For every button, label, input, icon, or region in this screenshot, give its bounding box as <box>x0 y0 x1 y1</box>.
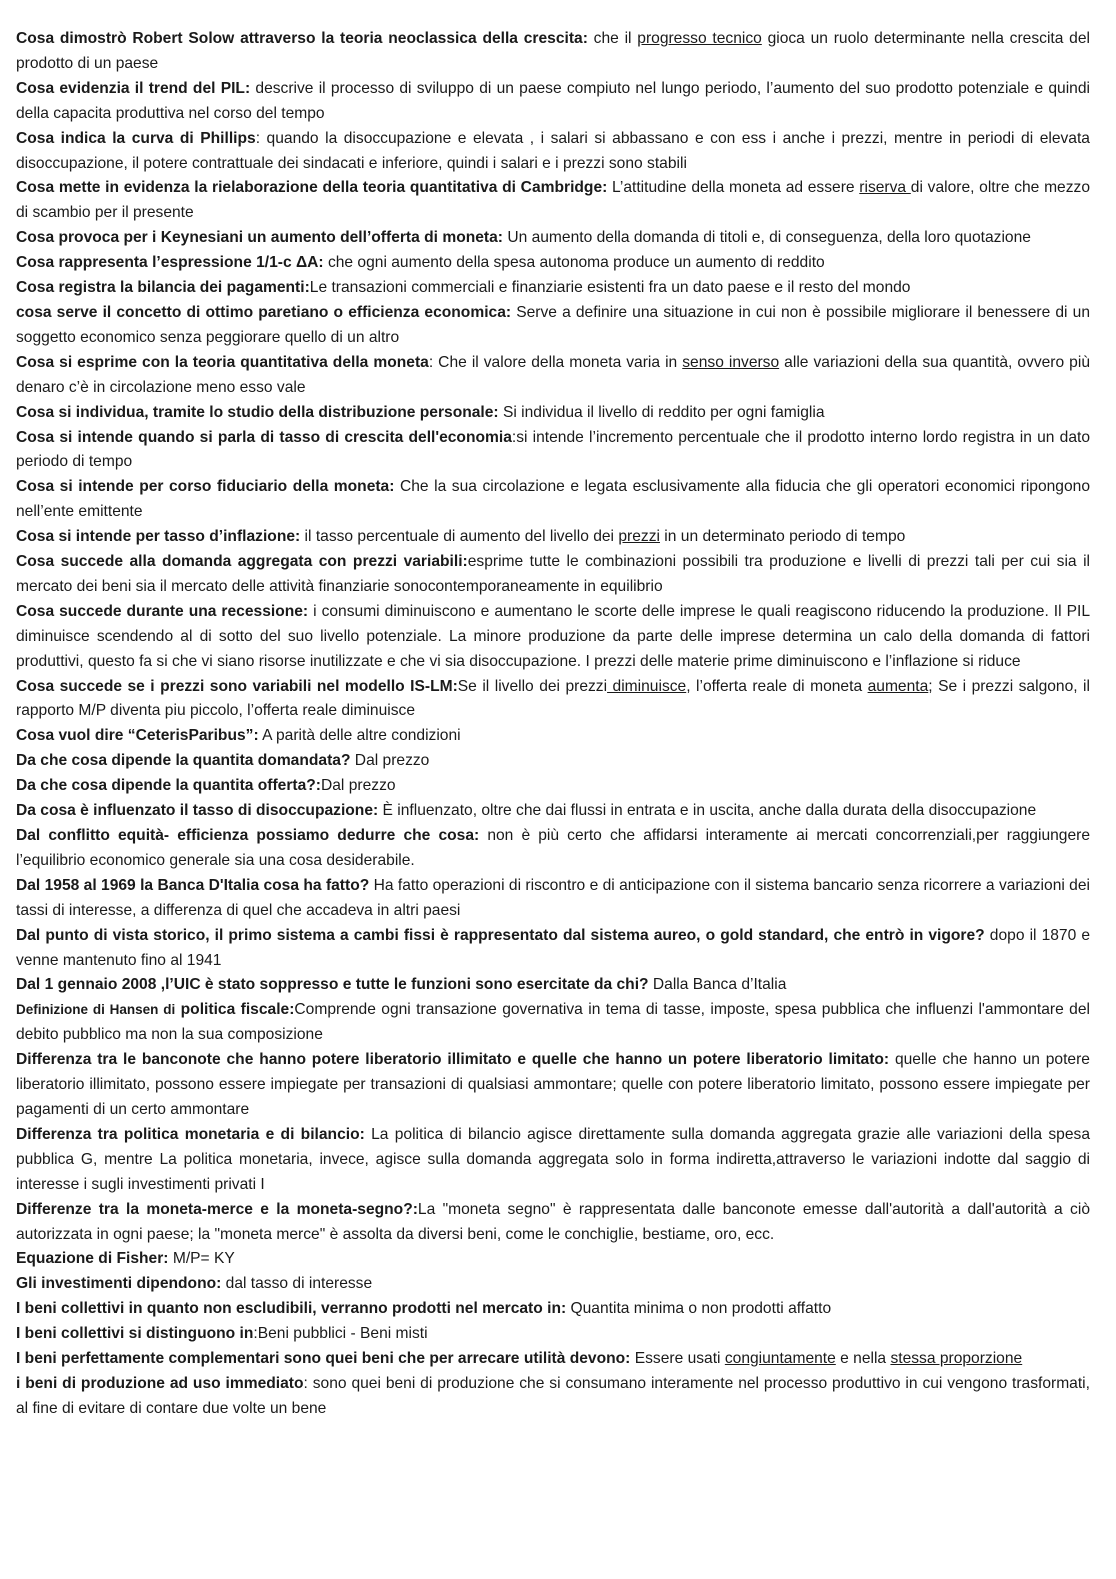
answer-text: che ogni aumento della spesa autonoma produce un aumento di reddito <box>323 254 825 272</box>
answer-text: È influenzato, oltre che dai flussi in entrata e in uscita, anche dalla durata della disoccupazione <box>378 802 1037 820</box>
answer-text: Dal prezzo <box>350 752 430 770</box>
qa-entry <box>16 276 1090 301</box>
question-text: Cosa si individua, tramite lo studio della distribuzione personale: <box>16 403 499 421</box>
question-text: I beni collettivi si distinguono in <box>16 1325 254 1343</box>
qa-entry <box>16 401 1090 426</box>
qa-entry <box>16 550 1090 600</box>
answer-text: Ha fatto operazioni di riscontro e di anticipazione con il sistema bancario senza ricorrere a variazioni dei tassi di interesse, a differenza di quel che accadeva in altri paesi <box>16 876 1090 919</box>
underlined-answer-text: prezzi <box>618 528 660 546</box>
answer-text: Dalla Banca d’Italia <box>648 976 787 994</box>
question-text: Da che cosa dipende la quantita offerta?: <box>16 777 321 795</box>
qa-entry <box>16 1048 1090 1123</box>
qa-entry <box>16 226 1090 251</box>
qa-entry <box>16 77 1090 127</box>
qa-entry <box>16 251 1090 276</box>
question-text: Cosa mette in evidenza la rielaborazione della teoria quantitativa di Cambridge: <box>16 179 608 197</box>
question-text: Gli investimenti dipendono: <box>16 1275 222 1293</box>
answer-text: A parità delle altre condizioni <box>258 727 461 745</box>
question-text: Differenze tra la moneta-merce e la moneta-segno?: <box>16 1200 418 1218</box>
answer-text: e nella <box>835 1350 891 1368</box>
question-text: I beni collettivi in quanto non escludibili, verranno prodotti nel mercato in: <box>16 1300 567 1318</box>
answer-text: La politica di bilancio agisce direttamente sulla domanda aggregata grazie alle variazioni della spesa pubblica G, mentre La politica monetaria, invece, agisce sulla domanda aggregata solo in forma indiretta,attraverso le variazioni indotte dal saggio di interesse i sugli investimenti privati I <box>16 1125 1090 1193</box>
question-text: I beni perfettamente complementari sono quei beni che per arrecare utilità devono: <box>16 1350 631 1368</box>
answer-text: alle variazioni della sua quantità, ovvero più denaro c’è in circolazione meno esso vale <box>16 353 1090 396</box>
question-text: Cosa rappresenta l’espressione 1/1-c ΔA: <box>16 254 324 272</box>
qa-entry <box>16 799 1090 824</box>
question-text: Cosa succede se i prezzi sono variabili nel modello IS-LM: <box>16 677 458 695</box>
underlined-answer-text: aumenta <box>867 677 929 695</box>
answer-text: Dal prezzo <box>321 777 396 795</box>
question-text: i beni di produzione ad uso immediato <box>16 1374 304 1392</box>
question-text: Cosa registra la bilancia dei pagamenti: <box>16 279 310 297</box>
answer-text: L’attitudine della moneta ad essere <box>607 179 860 197</box>
underlined-answer-text: progresso tecnico <box>637 30 762 47</box>
qa-entry <box>16 774 1090 799</box>
answer-text: : quando la disoccupazione e elevata , i salari si abbassano e con ess i anche i prezzi, mentre in periodi di elevata disoccupazione, il potere contrattuale dei sindacati e inferiore, quindi i salari e i prezzi sono stabili <box>16 129 1090 172</box>
question-text: Dal punto di vista storico, il primo sistema a cambi fissi è rappresentato dal sistema aureo, o gold standard, che entrò in vigore? <box>16 926 985 944</box>
qa-entry <box>16 824 1090 874</box>
question-text: Cosa succede alla domanda aggregata con prezzi variabili: <box>16 553 468 571</box>
question-text: Dal 1958 al 1969 la Banca D'Italia cosa ha fatto? <box>16 876 370 894</box>
answer-text: gioca un ruolo determinante nella crescita del prodotto di un paese <box>16 30 1090 72</box>
question-text: cosa serve il concetto di ottimo paretiano o efficienza economica: <box>16 303 512 321</box>
answer-text: di valore, oltre che mezzo di scambio per il presente <box>16 179 1090 222</box>
answer-text: dopo il 1870 e venne mantenuto fino al 1941 <box>16 926 1091 969</box>
qa-entry <box>16 1347 1090 1372</box>
answer-text: : sono quei beni di produzione che si consumano interamente nel processo produttivo in cui vengono trasformati, al fine di evitare di contare due volte un bene <box>16 1374 1090 1417</box>
qa-entry <box>16 301 1090 351</box>
question-text: Cosa vuol dire “CeterisParibus”: <box>16 727 259 745</box>
answer-text: quelle che hanno un potere liberatorio illimitato, possono essere impiegate per transazioni di qualsiasi ammontare; quelle con potere liberatorio limitato, possono essere impiegate per pagamenti di un certo ammontare <box>16 1051 1090 1118</box>
answer-text: descrive il processo di sviluppo di un paese compiuto nel lungo periodo, l’aumento del suo prodotto potenziale e quindi della capacita produttiva nel corso del tempo <box>16 79 1090 122</box>
qa-entry <box>16 1297 1090 1322</box>
qa-entry <box>16 724 1090 749</box>
qa-entry <box>16 176 1090 226</box>
answer-text: non è più certo che affidarsi interamente ai mercati concorrenziali,per raggiungere l’equilibrio economico generale sia una cosa desiderabile. <box>16 827 1091 869</box>
question-text: politica fiscale: <box>175 1001 295 1019</box>
answer-text: Quantita minima o non prodotti affatto <box>566 1300 832 1318</box>
qa-entry <box>16 1272 1090 1297</box>
question-text: Da che cosa dipende la quantita domandata? <box>16 752 351 770</box>
answer-text: in un determinato periodo di tempo <box>659 528 906 546</box>
qa-entry <box>16 1123 1090 1198</box>
qa-entry <box>16 1322 1090 1347</box>
answer-text: Serve a definire una situazione in cui non è possibile migliorare il benessere di un soggetto economico senza peggiorare quello di un altro <box>16 303 1090 346</box>
qa-entry <box>16 924 1090 974</box>
answer-text: ; Se i prezzi salgono, il rapporto M/P diventa piu piccolo, l’offerta reale diminuisce <box>16 677 1090 720</box>
qa-entry <box>16 127 1090 177</box>
qa-entry <box>16 525 1090 550</box>
question-text: Cosa si intende per corso fiduciario della moneta: <box>16 478 395 496</box>
answer-text: :si intende l’incremento percentuale che il prodotto interno lordo registra in un dato periodo di tempo <box>16 428 1090 471</box>
question-text: Cosa provoca per i Keynesiani un aumento dell’offerta di moneta: <box>16 229 503 247</box>
question-text: Da cosa è influenzato il tasso di disoccupazione: <box>16 802 379 820</box>
answer-text: esprime tutte le combinazioni possibili tra produzione e livelli di prezzi tali per cui sia il mercato dei beni sia il mercato delle attività finanziarie sonocontemporaneamente in equilibrio <box>16 553 1091 595</box>
answer-text: Comprende ogni transazione governativa in tema di tasse, imposte, spesa pubblica che influenzi l'ammontare del debito pubblico ma non la sua composizione <box>16 1001 1090 1044</box>
question-text: Cosa indica la curva di Phillips <box>16 129 256 147</box>
qa-entry <box>16 874 1090 924</box>
question-text: Differenza tra le banconote che hanno potere liberatorio illimitato e quelle che hanno un potere liberatorio limitato: <box>16 1051 890 1069</box>
question-text: Definizione di Hansen di <box>16 1002 176 1018</box>
underlined-answer-text: stessa proporzione <box>890 1350 1023 1368</box>
qa-entry <box>16 1247 1090 1272</box>
question-text: Dal 1 gennaio 2008 ,l’UIC è stato soppresso e tutte le funzioni sono esercitate da chi? <box>16 976 649 994</box>
qa-entry <box>16 1198 1090 1248</box>
answer-text: Un aumento della domanda di titoli e, di conseguenza, della loro quotazione <box>502 229 1031 247</box>
qa-entry <box>16 27 1090 77</box>
question-text: Differenza tra politica monetaria e di bilancio: <box>16 1125 365 1143</box>
qa-entry <box>16 351 1090 401</box>
answer-text: Che la sua circolazione e legata esclusivamente alla fiducia che gli operatori economici ripongono nell’ente emittente <box>16 478 1090 521</box>
answer-text: : Che il valore della moneta varia in <box>428 353 683 371</box>
underlined-answer-text: senso inverso <box>682 353 780 371</box>
answer-text: , l’offerta reale di moneta <box>686 677 868 695</box>
question-text: Equazione di Fisher: <box>16 1250 169 1268</box>
qa-entry <box>16 600 1090 675</box>
answer-text: Si individua il livello di reddito per ogni famiglia <box>498 403 825 421</box>
question-text: Dal conflitto equità- efficienza possiamo dedurre che cosa: <box>16 827 480 844</box>
answer-text: La "moneta segno" è rappresentata dalle banconote emesse dall'autorità a dall'autorità a ciò autorizzata in ogni paese; la "moneta merce" è assolta da diversi beni, come le conchiglie, bestiame, oro, ecc. <box>16 1200 1090 1243</box>
question-text: Cosa si esprime con la teoria quantitativa della moneta <box>16 353 429 371</box>
question-text: Cosa si intende quando si parla di tasso di crescita dell'economia <box>16 428 512 446</box>
qa-entry <box>16 973 1090 998</box>
question-text: Cosa succede durante una recessione: <box>16 602 309 620</box>
answer-text: dal tasso di interesse <box>221 1275 373 1293</box>
underlined-answer-text: congiuntamente <box>724 1350 836 1368</box>
qa-entry <box>16 998 1090 1048</box>
answer-text: che il <box>587 30 638 47</box>
qa-entry <box>16 749 1090 774</box>
qa-entry <box>16 426 1090 476</box>
question-text: Cosa evidenzia il trend del PIL: <box>16 79 251 97</box>
qa-entry <box>16 475 1090 525</box>
answer-text: Essere usati <box>630 1350 725 1368</box>
answer-text: Se il livello dei prezzi <box>457 677 608 695</box>
qa-entry <box>16 675 1090 725</box>
underlined-answer-text: diminuisce <box>607 677 687 695</box>
answer-text: :Beni pubblici - Beni misti <box>253 1325 428 1343</box>
question-text: Cosa dimostrò Robert Solow attraverso la teoria neoclassica della crescita: <box>16 30 588 47</box>
answer-text: M/P= KY <box>168 1250 235 1268</box>
answer-text: il tasso percentuale di aumento del livello dei <box>300 528 619 546</box>
document-page <box>16 27 1090 1422</box>
answer-text: i consumi diminuiscono e aumentano le scorte delle imprese le quali reagiscono riducendo la produzione. Il PIL diminuisce scendendo al di sotto del suo livello potenziale. La minore produzione da parte delle imprese determina un calo della domanda di fattori produttivi, questo fa si che vi siano risorse inutilizzate e che vi sia disoccupazione. I prezzi delle materie prime diminuiscono e l’inflazione si riduce <box>16 602 1090 670</box>
question-text: Cosa si intende per tasso d’inflazione: <box>16 528 301 546</box>
answer-text: Le transazioni commerciali e finanziarie esistenti fra un dato paese e il resto del mondo <box>309 279 911 297</box>
underlined-answer-text: riserva <box>859 179 911 197</box>
qa-entry <box>16 1372 1090 1422</box>
